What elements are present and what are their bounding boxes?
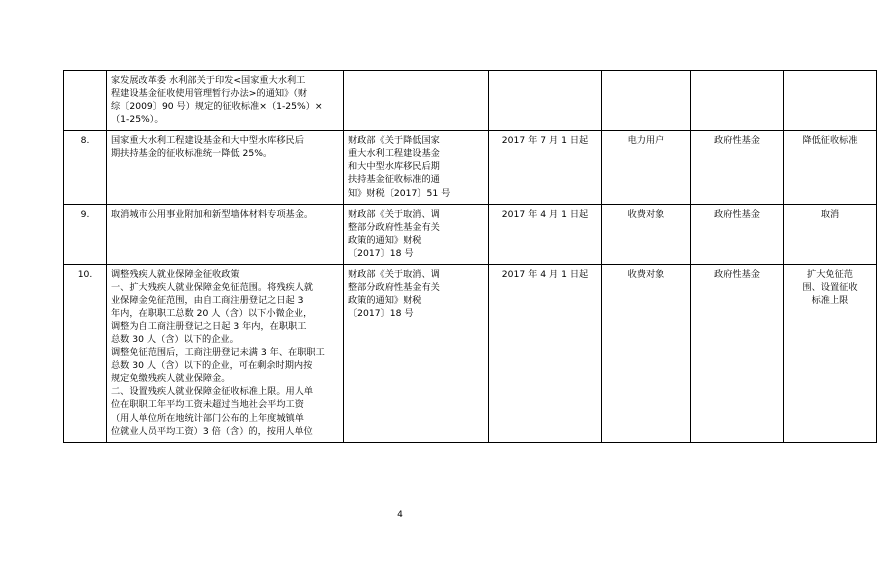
cell-basis [344,264,489,442]
measure-line: 标准上限 [811,294,849,306]
cell-time: 2017 年 4 月 1 日起 [489,204,602,264]
page-number: 4 [397,510,403,520]
cell-measure: 取消 [784,204,877,264]
table-row [64,131,877,204]
item-line: 总数 30 人（含）以下的企业。 [111,334,239,346]
item-line: 年内，在职职工总数 20 人（含）以下小微企业， [111,308,313,319]
item-line: 调整残疾人就业保障金征收政策 [111,268,240,280]
item-line: 调整免征范围后，工商注册登记未满 3 年、在职职工 [111,347,325,359]
cell-basis [344,71,489,131]
basis-line: 整部分政府性基金有关 [348,281,440,293]
basis-line: 扶持基金征收标准的通 [348,174,440,186]
cell-time: 2017 年 7 月 1 日起 [489,131,602,204]
basis-line: 知》财税〔2017〕51 号 [348,187,451,199]
measure-line: 围、设置征收 [802,281,858,293]
cell-number: 8. [64,131,107,204]
basis-line: 〔2017〕18 号 [348,247,414,259]
cell-object: 电力用户 [602,131,691,204]
cell-number: 9. [64,204,107,264]
item-line: 二、设置残疾人就业保障金征收标准上限。用人单 [111,386,314,398]
item-line: 取消城市公用事业附加和新型墙体材料专项基金。 [111,208,314,220]
item-line: 程建设基金征收使用管理暂行办法>的通知》（财 [111,88,308,100]
item-line: 国家重大水利工程建设基金和大中型水库移民后 [111,135,304,147]
item-line: （用人单位所在地统计部门公布的上年度城镇单 [111,412,304,424]
item-line: 一、扩大残疾人就业保障金免征范围。将残疾人就 [111,281,314,293]
cell-time [489,71,602,131]
cell-nature [691,71,784,131]
table-row [64,71,877,131]
cell-measure [784,71,877,131]
item-line: 调整为自工商注册登记之日起 3 年内，在职职工 [111,321,307,333]
cell-nature: 政府性基金 [691,204,784,264]
item-line: 综〔2009〕90 号）规定的征收标准×（1-25%）× [111,101,323,113]
measure-line: 扩大免征范 [807,268,853,280]
cell-nature: 政府性基金 [691,131,784,204]
cell-number: 10. [64,264,107,442]
cell-item [107,264,344,442]
basis-line: 〔2017〕18 号 [348,308,414,319]
policy-table [63,70,877,443]
basis-line: 和大中型水库移民后期 [348,161,440,173]
basis-line: 财政部《关于取消、调 [348,208,440,220]
cell-object: 收费对象 [602,204,691,264]
item-line: 位在职职工年平均工资未超过当地社会平均工资 [111,399,304,411]
basis-line: 整部分政府性基金有关 [348,221,440,233]
item-line: （1-25%）。 [111,114,164,126]
item-line: 期扶持基金的征收标准统一降低 25%。 [111,148,273,160]
basis-line: 政策的通知》财税 [348,294,422,306]
item-line: 规定免缴残疾人就业保障金。 [111,373,231,385]
item-line: 总数 30 人（含）以下的企业，可在剩余时期内按 [111,360,313,372]
basis-line: 财政部《关于取消、调 [348,268,440,280]
policy-table-container [63,70,858,443]
cell-item [107,71,344,131]
cell-object [602,71,691,131]
basis-line: 政策的通知》财税 [348,234,422,246]
cell-number [64,71,107,131]
cell-basis [344,131,489,204]
basis-line: 重大水利工程建设基金 [348,148,440,160]
cell-object: 收费对象 [602,264,691,442]
cell-item [107,204,344,264]
item-line: 位就业人员平均工资）3 倍（含）的，按用人单位 [111,425,313,437]
cell-basis [344,204,489,264]
cell-measure [784,264,877,442]
cell-item [107,131,344,204]
cell-nature: 政府性基金 [691,264,784,442]
item-line: 业保障金免征范围，由自工商注册登记之日起 3 [111,294,304,306]
cell-measure: 降低征收标准 [784,131,877,204]
table-row [64,264,877,442]
basis-line: 财政部《关于降低国家 [348,135,440,147]
table-row [64,204,877,264]
item-line: 家发展改革委 水利部关于印发<国家重大水利工 [111,75,306,86]
cell-time: 2017 年 4 月 1 日起 [489,264,602,442]
